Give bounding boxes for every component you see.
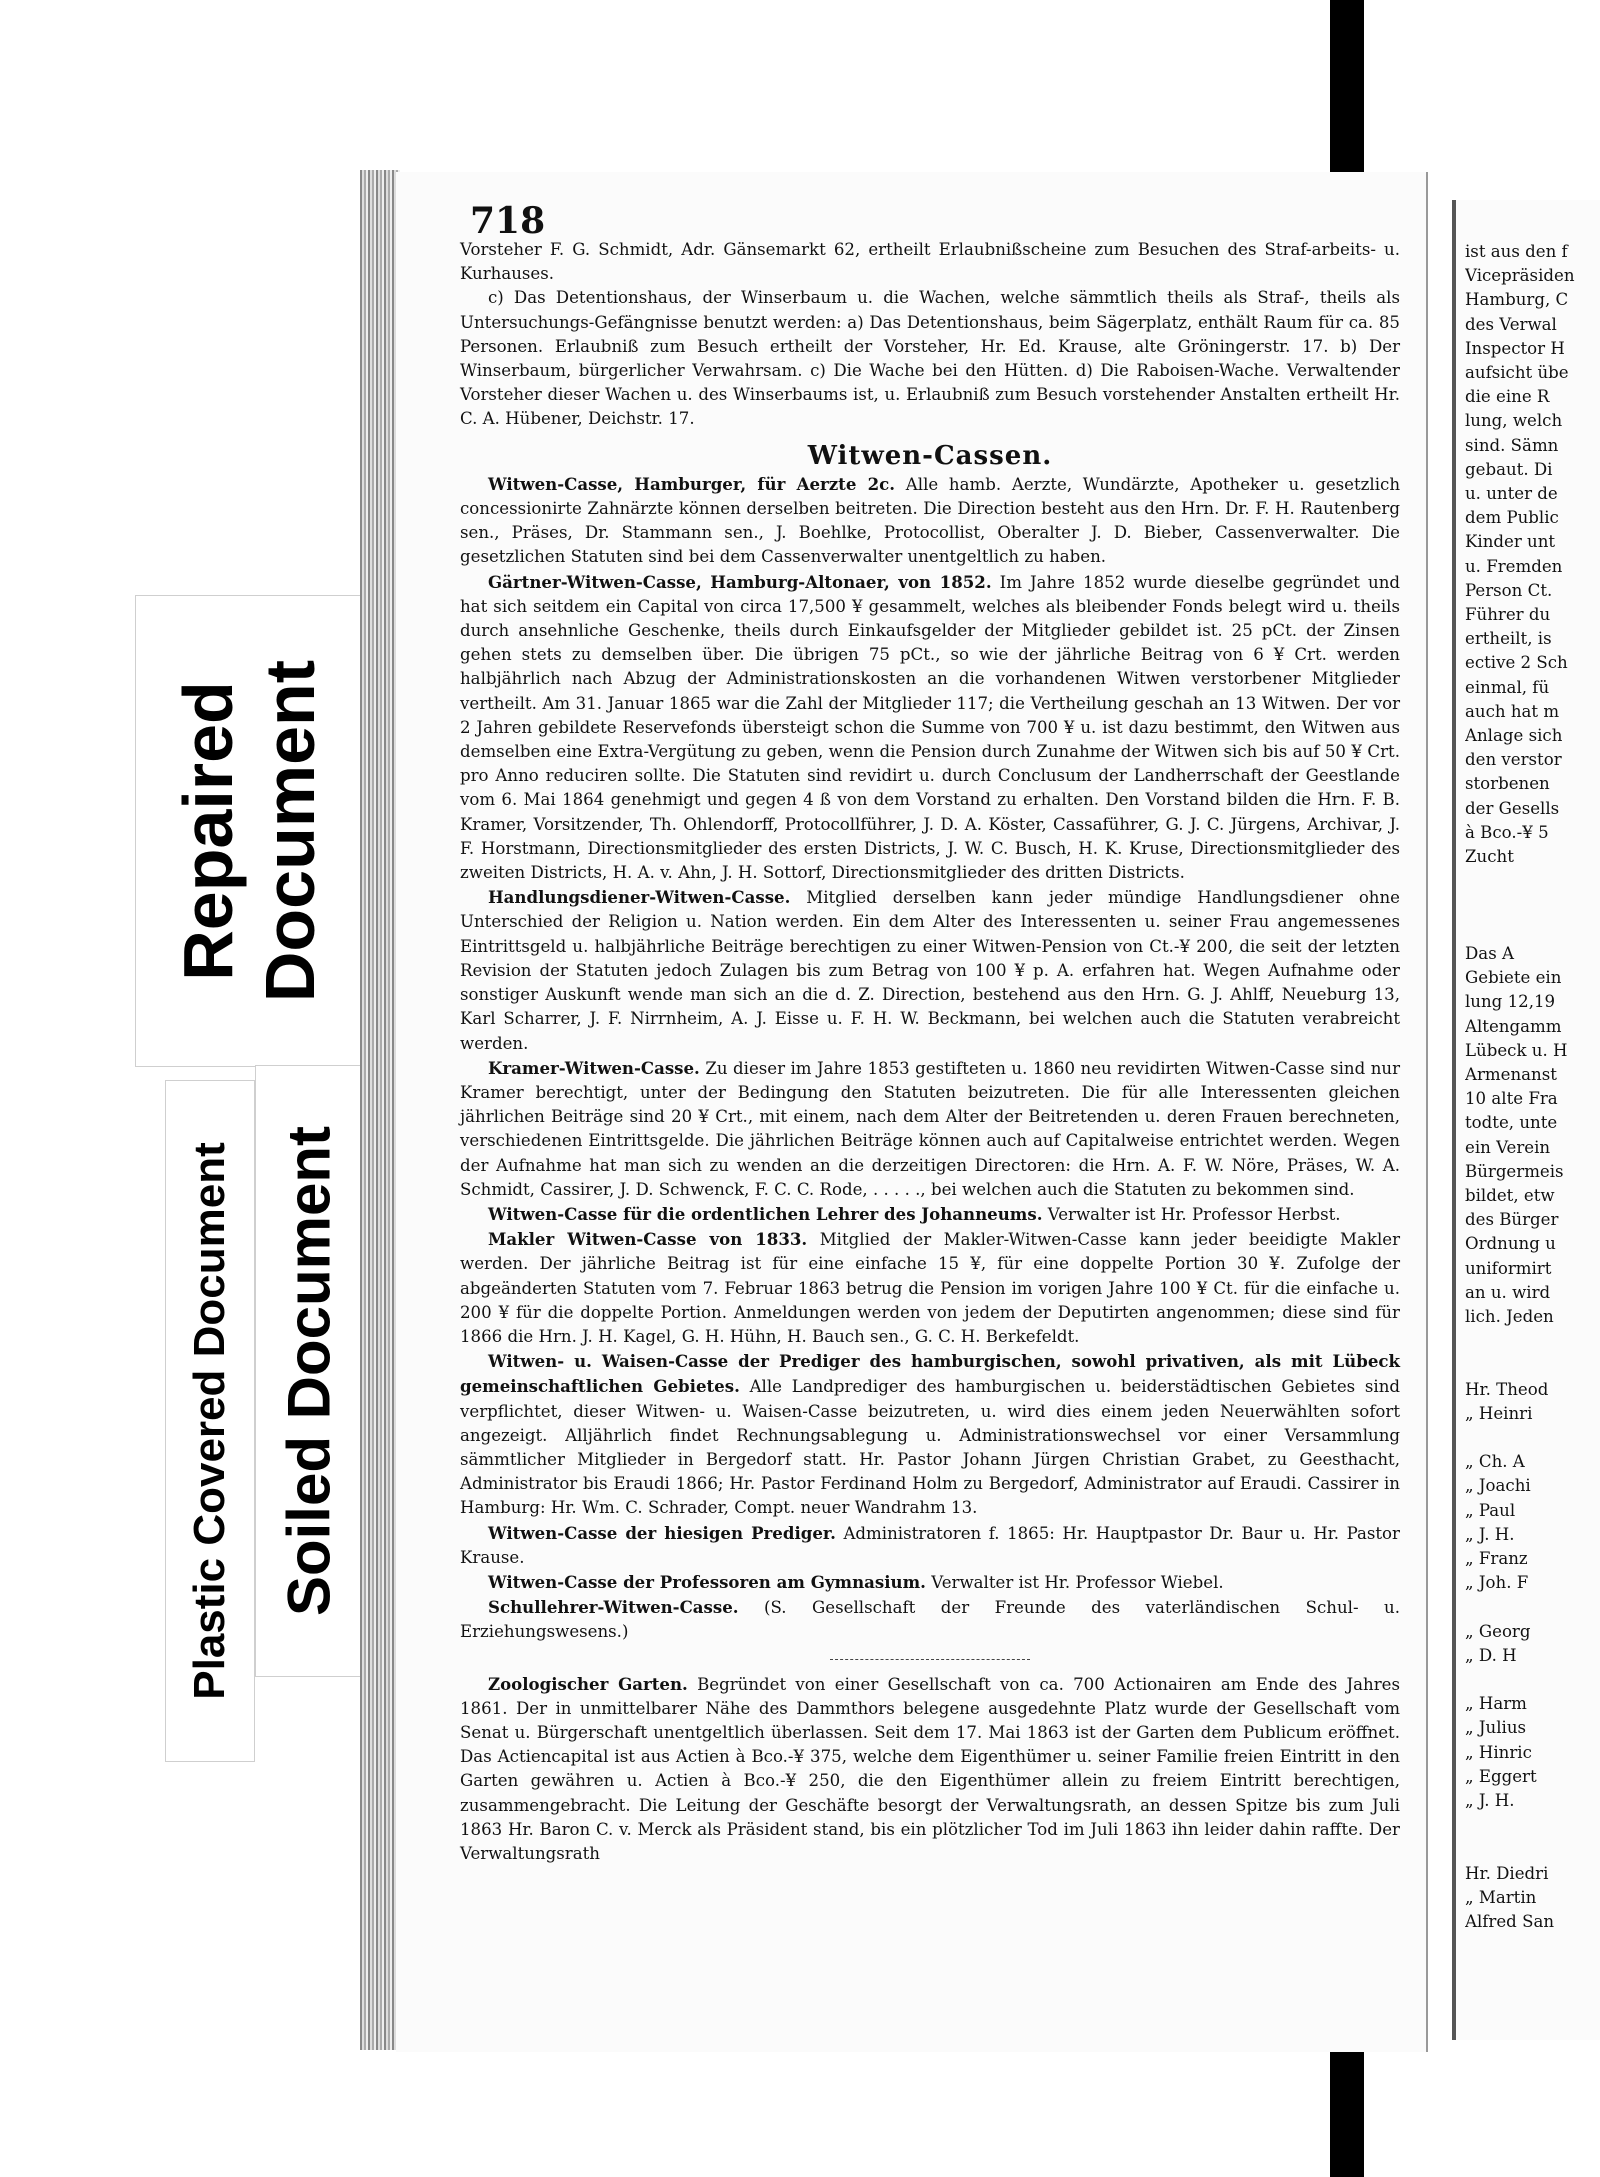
right-page-line: den verstor xyxy=(1465,750,1562,770)
entry-text: Alle hamb. Aerzte, Wundärzte, Apotheker u. gesetzlich concessionirte Zahnärzte können derselben beitreten. Die Direction besteht aus den Hrn. Dr. F. H. Rautenberg sen., Präses, Dr. Stammann sen., J. Boehlke, Protocollist, Oberalter J. D. Bieber, Cassenverwalter. Die gesetzlichen Statuten sind bei dem Cassenverwalter unentgeltlich zu haben. xyxy=(460,474,1401,567)
right-page-text xyxy=(1465,240,1600,1934)
right-page-line: „ Eggert xyxy=(1465,1766,1537,1786)
right-page-line: Anlage sich xyxy=(1465,726,1563,746)
entry-title: Kramer-Witwen-Casse. xyxy=(488,1057,700,1078)
right-page-line: todte, unte xyxy=(1465,1113,1558,1133)
repaired-label-line-1: Repaired xyxy=(168,681,247,981)
right-page-line: „ Franz xyxy=(1465,1548,1528,1568)
right-page-line: ist aus den f xyxy=(1465,242,1568,261)
right-page-line xyxy=(1465,893,1600,917)
entry-paragraph xyxy=(460,570,1400,886)
plastic-covered-label xyxy=(165,1080,255,1762)
right-page-line: an u. wird xyxy=(1465,1282,1551,1302)
plastic-label-text: Plastic Covered Document xyxy=(185,1142,234,1700)
entry-title: Witwen-Casse, Hamburger, für Aerzte 2c. xyxy=(488,473,896,494)
zoo-paragraph xyxy=(460,1672,1400,1867)
entry-text: (S. Gesellschaft der Freunde des vaterländischen Schul- u. Erziehungswesens.) xyxy=(460,1598,1400,1642)
entry-text: Verwalter ist Hr. Professor Wiebel. xyxy=(931,1572,1224,1592)
right-page-line: Kinder unt xyxy=(1465,532,1556,552)
entry-title: Witwen- u. Waisen-Casse der Prediger des hamburgischen, sowohl privativen, als mit Lübeck gemeinschaftlichen Gebietes. xyxy=(460,1351,1400,1397)
entry-text: Alle Landprediger des hamburgischen u. beiderstädtischen Gebietes sind verpflichtet, dieser Witwen- u. Waisen-Casse beizutreten, u. wird dies einem jeden Neuerwählten sofort angezeigt. Alljährlich findet Rechnungsablegung u. Administrationswechsel vor einer Versammlung sämmtlicher Mitglieder in Bergedorf statt. Hr. Pastor Johann Jürgen Christian Grabet, zu Geesthacht, Administrator bis Eraudi 1866; Hr. Pastor Ferdinand Holm zu Bergedorf, Administrator auf Eraudi. Cassirer in Hamburg: Hr. Wm. C. Schrader, Compt. neuer Wandrahm 13. xyxy=(460,1377,1401,1518)
repaired-document-label xyxy=(135,595,362,1067)
right-page-line: Gebiete ein xyxy=(1465,968,1562,988)
entry-text: Administratoren f. 1865: Hr. Hauptpastor Dr. Baur u. Hr. Pastor Krause. xyxy=(460,1523,1400,1567)
entry-text: Mitglied derselben kann jeder mündige Handlungsdiener ohne Unterschied der Religion u. Nation werden. Ein dem Alter des Interessenten u. seiner Frau angemessenes Eintrittsgeld u. halbjährliche Beiträge berechtigen zu einer Witwen-Pension von Ct.-¥ 200, die seit der letzten Revision der Statuten jedoch Zulagen bis zum Betrag von 100 ¥ p. A. erfahren hat. Wegen Aufnahme oder sonstiger Auskunft wende man sich an die d. Z. Direction, bestehend aus den Hrn. G. J. Ahlff, Neueburg 13, Karl Scharrer, J. F. Nirrnheim, A. J. Eisse u. F. H. W. Beckmann, bei welchen auch die Statuten verabreicht werden. xyxy=(460,888,1401,1053)
right-page-line: „ Joh. F xyxy=(1465,1573,1529,1593)
page-text xyxy=(460,238,1400,1866)
right-page-line: „ Paul xyxy=(1465,1500,1516,1520)
right-page-line: Zucht xyxy=(1465,847,1514,867)
right-page-line: Hr. Theod xyxy=(1465,1379,1549,1399)
right-page-line: Bürgermeis xyxy=(1465,1161,1564,1181)
right-page-line: Alfred San xyxy=(1465,1912,1555,1932)
right-page-line: u. Fremden xyxy=(1465,556,1563,576)
intro-paragraph: Vorsteher F. G. Schmidt, Adr. Gänsemarkt 62, ertheilt Erlaubnißscheine zum Besuchen des Straf-arbeits- u. Kurhauses. xyxy=(460,240,1400,284)
right-page-line xyxy=(1465,1813,1600,1837)
right-page-line: „ Heinri xyxy=(1465,1403,1533,1423)
section-divider xyxy=(830,1659,1030,1660)
soiled-label-text: Soiled Document xyxy=(275,1125,342,1617)
right-page-line: dem Public xyxy=(1465,508,1559,528)
entry-title: Handlungsdiener-Witwen-Casse. xyxy=(488,887,791,908)
right-page-line: lung, welch xyxy=(1465,411,1563,431)
right-page-line: „ Joachi xyxy=(1465,1476,1531,1496)
right-page-line xyxy=(1465,1426,1600,1450)
right-page-line xyxy=(1465,918,1600,942)
entry-text: Verwalter ist Hr. Professor Herbst. xyxy=(1047,1204,1341,1224)
right-page-line: „ Martin xyxy=(1465,1887,1537,1907)
right-page-line: Person Ct. xyxy=(1465,580,1553,600)
right-page-line: Vicepräsiden xyxy=(1465,266,1575,286)
right-page-line: gebaut. Di xyxy=(1465,459,1553,479)
right-page-line: ertheilt, is xyxy=(1465,629,1552,649)
entry-text: Zu dieser im Jahre 1853 gestifteten u. 1860 neu revidirten Witwen-Casse sind nur Kramer berechtigt, unter der Bedingung den Statuten beizutreten. Die für alle Interessenten gleichen jährlichen Beiträge sind 20 ¥ Crt., mit einem, nach dem Alter der Beitretenden u. deren Frauen berechneten, verschiedenen Eintrittsgelde. Die jährlichen Beiträge können auch auf Capitalweise entrichtet werden. Wegen der Aufnahme hat man sich zu wenden an die derzeitigen Directoren: die Hrn. A. F. W. Nöre, Präses, W. A. Schmidt, Cassirer, J. D. Schwenck, F. C. C. Rode, . . . . ., bei welchen auch die Statuten zu bekommen sind. xyxy=(460,1058,1400,1199)
right-page-line: „ Julius xyxy=(1465,1718,1527,1738)
entry-paragraph xyxy=(460,472,1400,570)
right-page-line: storbenen xyxy=(1465,774,1550,794)
right-page-line: der Gesells xyxy=(1465,798,1560,818)
entry-title: Gärtner-Witwen-Casse, Hamburg-Altonaer, von 1852. xyxy=(488,571,992,592)
right-page-line: Inspector H xyxy=(1465,338,1565,358)
right-page-line: einmal, fü xyxy=(1465,677,1550,697)
right-page-line xyxy=(1465,869,1600,893)
entry-paragraph xyxy=(460,1570,1400,1595)
right-page-line: Ordnung u xyxy=(1465,1234,1556,1254)
right-page-line: „ Harm xyxy=(1465,1694,1527,1714)
right-page-line: Das A xyxy=(1465,943,1514,963)
entry-paragraph xyxy=(460,1349,1400,1520)
right-page-line: lich. Jeden xyxy=(1465,1306,1554,1326)
zoo-title: Zoologischer Garten. xyxy=(488,1673,688,1694)
right-page-line: des Verwal xyxy=(1465,314,1557,334)
right-page-line: sind. Sämn xyxy=(1465,435,1559,455)
page-number: 718 xyxy=(470,200,546,242)
right-page-line: des Bürger xyxy=(1465,1210,1559,1230)
right-page-line: „ J. H. xyxy=(1465,1791,1515,1810)
page-edges xyxy=(360,170,400,2050)
right-page-line: Führer du xyxy=(1465,605,1551,625)
right-page-line: auch hat m xyxy=(1465,701,1560,721)
right-page-line: Hamburg, C xyxy=(1465,290,1569,310)
right-page-line: 10 alte Fra xyxy=(1465,1089,1558,1109)
right-page-line: ective 2 Sch xyxy=(1465,653,1568,673)
entry-text: Im Jahre 1852 wurde dieselbe gegründet und hat sich seitdem ein Capital von circa 17,500 ¥ gesammelt, welches als bleibender Fonds belegt wird u. theils durch ansehnliche Geschenke, theils durch Einkaufsgelder der Mitglieder gebildet ist. 25 pCt. der Zinsen gehen stets zu demselben über. Die übrigen 75 pCt., so wie der jährliche Beitrag von 6 ¥ Crt. werden halbjährlich nach Abzug der Administrationskosten an die vorhandenen Witwen verstorbener Mitglieder vertheilt. Am 31. Januar 1865 war die Zahl der Mitglieder 117; die Vertheilung geschah an 13 Witwen. Der vor 2 Jahren gebildete Reservefonds übersteigt schon die Summe von 700 ¥ u. ist dazu bestimmt, den Witwen aus demselben eine Extra-Vergütung zu geben, wenn die Pension durch Zunahme der Witwen sich bis auf 50 ¥ Crt. pro Anno reduciren sollte. Die Statuten sind revidirt u. durch Conclusum der Landherrschaft der Geestlande vom 6. Mai 1864 genehmigt und gegen 4 ß von dem Vorstand zu erhalten. Den Vorstand bilden die Hrn. F. B. Kramer, Vorsitzender, Th. Ohlendorff, Protocollführer, J. D. A. Köster, Cassaführer, G. J. C. Jürgens, Archivar, J. F. Horstmann, Directionsmitglieder des ersten Districts, J. W. C. Busch, H. K. Kruse, Directionsmitglieder des zweiten Districts, H. A. v. Ahn, J. H. Sottorf, Directionsmitglieder des dritten Districts. xyxy=(460,572,1401,883)
section-heading: Witwen-Cassen. xyxy=(807,440,1053,471)
entry-title: Witwen-Casse für die ordentlichen Lehrer des Johanneums. xyxy=(488,1203,1043,1224)
zoo-text: Begründet von einer Gesellschaft von ca. 700 Actionairen am Ende des Jahres 1861. Der in unmittelbarer Nähe des Dammthors belegene ausgedehnte Platz wurde der Gesellschaft vom Senat u. Bürgerschaft unentgeltlich überlassen. Seit dem 17. Mai 1863 ist der Garten dem Publicum eröffnet. Das Actiencapital ist aus Actien à Bco.-¥ 375, welche dem Eigenthümer u. seiner Familie freien Eintritt in den Garten gewähren u. Actien à Bco.-¥ 250, die den Eigenthümer allein zu freiem Eintritt berechtigen, zusammengebracht. Die Leitung der Geschäfte besorgt der Verwaltungsrath, an dessen Spitze bis zum Juli 1863 Hr. Baron C. v. Merck als Präsident stand, bis ein plötzlicher Tod im Juli 1863 ihn leider dahin raffte. Der Verwaltungsrath xyxy=(460,1674,1400,1863)
right-page-line: „ Georg xyxy=(1465,1621,1531,1641)
right-page-line xyxy=(1465,1837,1600,1861)
entry-paragraph xyxy=(460,1056,1400,1202)
right-page-line: Armenanst xyxy=(1465,1064,1557,1084)
entry-text: Mitglied der Makler-Witwen-Casse kann jeder beeidigte Makler werden. Der jährliche Beitrag ist für eine einfache 15 ¥, für eine doppelte Portion 30 ¥. Zufolge der abgeänderten Statuten vom 7. Februar 1863 betrug die Pension im vorigen Jahre 100 ¥ Ct. für die einfache u. 200 ¥ für die doppelte Portion. Anmeldungen werden von jedem der Deputirten angenommen; diese sind für 1866 die Hrn. J. H. Kagel, G. H. Hühn, H. Bauch sen., G. C. H. Berkefeldt. xyxy=(460,1230,1401,1346)
right-page-line: u. unter de xyxy=(1465,484,1558,504)
right-page-line xyxy=(1465,1595,1600,1619)
right-page-line: Altengamm xyxy=(1465,1016,1562,1036)
right-page-line: à Bco.-¥ 5 xyxy=(1465,822,1549,842)
entry-title: Witwen-Casse der Professoren am Gymnasium. xyxy=(488,1571,926,1592)
right-page-line: „ D. H xyxy=(1465,1645,1517,1665)
right-page-line: uniformirt xyxy=(1465,1258,1552,1278)
right-page-line xyxy=(1465,1353,1600,1377)
right-page-line: bildet, etw xyxy=(1465,1185,1555,1205)
right-page-line: „ Hinric xyxy=(1465,1742,1532,1762)
right-page-line: Lübeck u. H xyxy=(1465,1040,1568,1060)
entry-paragraph xyxy=(460,1202,1400,1227)
right-page-line: aufsicht übe xyxy=(1465,363,1569,383)
entry-paragraph xyxy=(460,1521,1400,1570)
soiled-document-label xyxy=(255,1065,362,1677)
right-page-line: „ Ch. A xyxy=(1465,1452,1525,1472)
entry-title: Makler Witwen-Casse von 1833. xyxy=(488,1229,808,1250)
entry-title: Witwen-Casse der hiesigen Prediger. xyxy=(488,1522,836,1543)
right-page-line: Hr. Diedri xyxy=(1465,1863,1549,1883)
right-page-line: „ J. H. xyxy=(1465,1524,1515,1544)
repaired-label-line-2: Document xyxy=(250,659,329,1003)
entry-paragraph xyxy=(460,885,1400,1055)
intro-paragraph: c) Das Detentionshaus, der Winserbaum u. die Wachen, welche sämmtlich theils als Straf-, theils als Untersuchungs-Gefängnisse benutzt werden: a) Das Detentionshaus, beim Sägerplatz, enthält Raum für ca. 85 Personen. Erlaubniß zum Besuch ertheilt der Vorsteher, Hr. Ed. Krause, alte Gröningerstr. 17. b) Der Winserbaum, bürgerlicher Verwahrsam. c) Die Wache bei den Hütten. d) Die Raboisen-Wache. Verwaltender Vorsteher dieser Wachen u. des Winserbaums ist, u. Erlaubniß zum Besuch vorstehender Anstalten ertheilt Hr. C. A. Hübener, Deichstr. 17. xyxy=(460,288,1400,429)
right-page-line xyxy=(1465,1329,1600,1353)
right-page-line: ein Verein xyxy=(1465,1137,1551,1157)
right-page-line: die eine R xyxy=(1465,387,1550,407)
entry-paragraph xyxy=(460,1595,1400,1644)
right-page-line: lung 12,19 xyxy=(1465,992,1556,1012)
right-page-line xyxy=(1465,1668,1600,1692)
entry-paragraph xyxy=(460,1227,1400,1349)
entry-title: Schullehrer-Witwen-Casse. xyxy=(488,1597,739,1618)
